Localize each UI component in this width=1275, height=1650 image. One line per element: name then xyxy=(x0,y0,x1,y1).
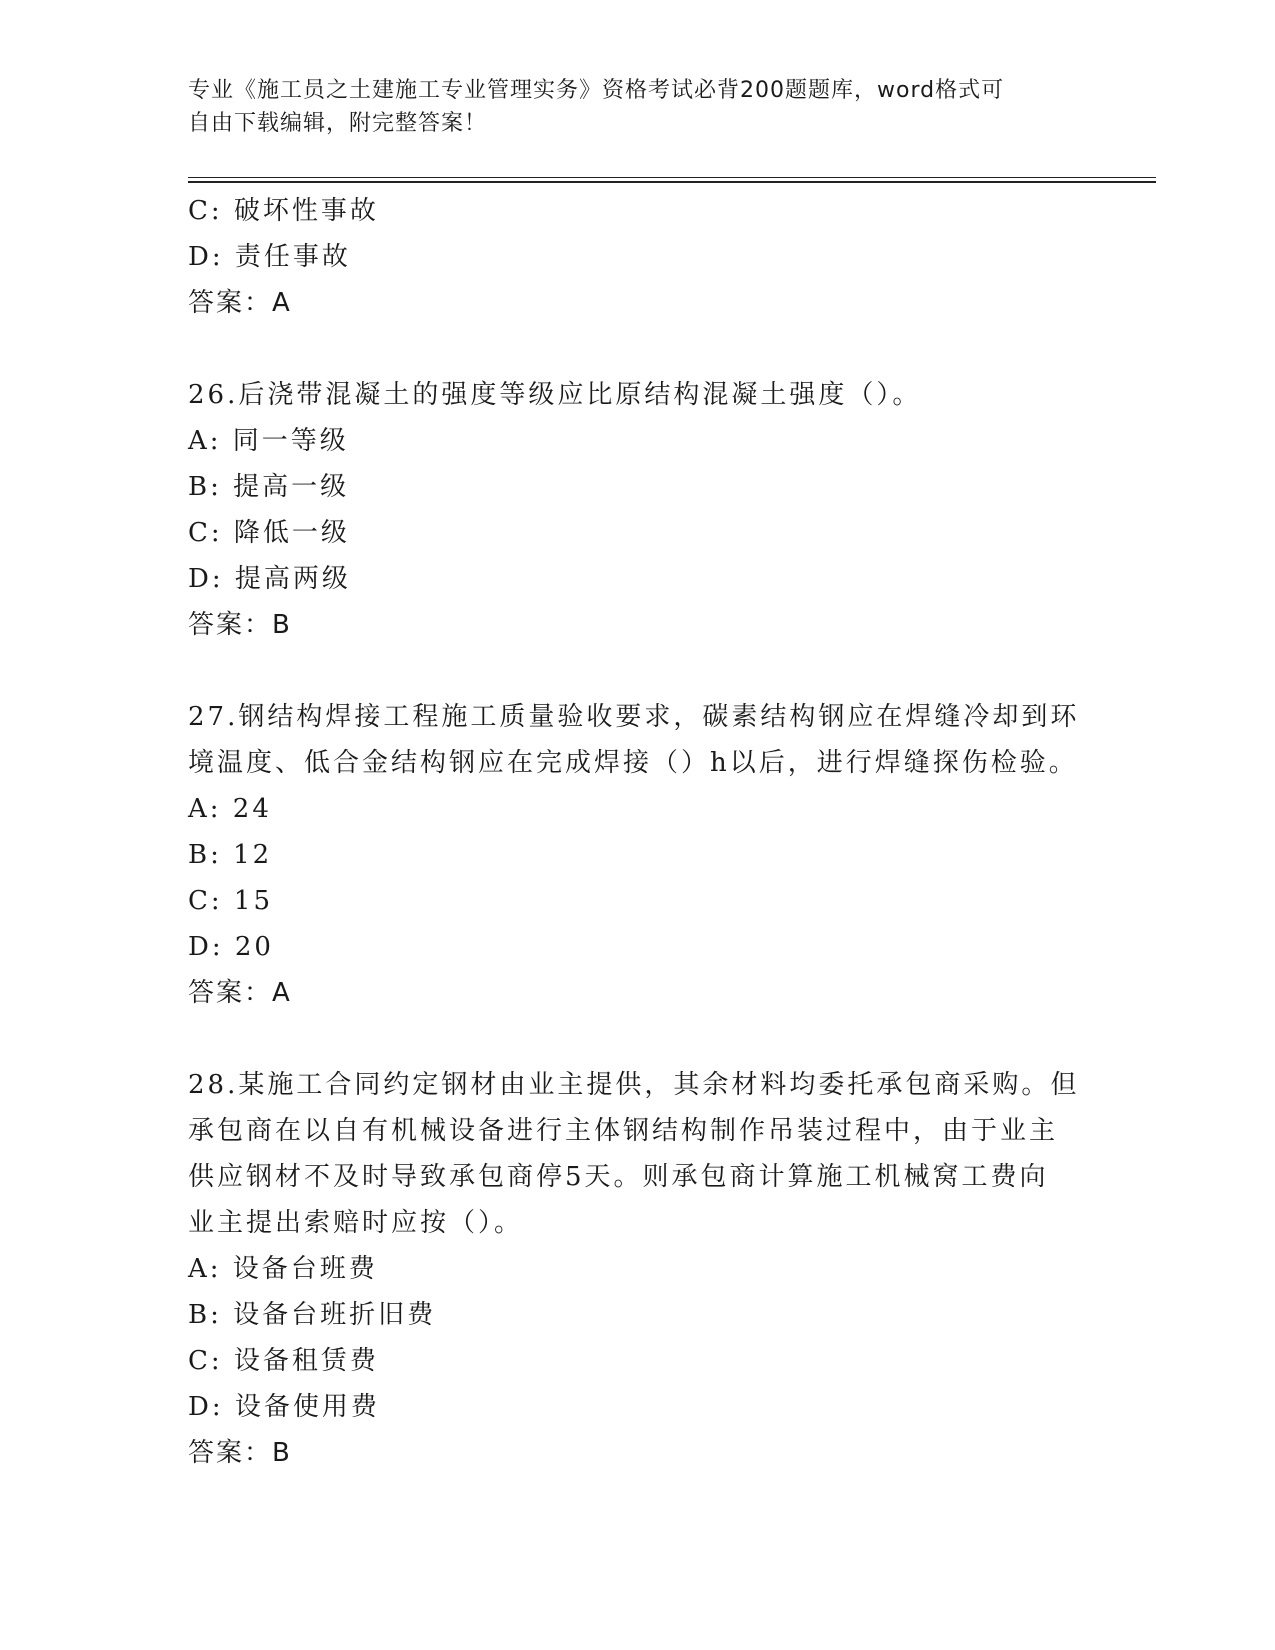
option-d: D: 20 xyxy=(188,932,274,962)
answer-line: 答案：B xyxy=(188,1438,292,1468)
question-text-line-1: 28.某施工合同约定钢材由业主提供，其余材料均委托承包商采购。但 xyxy=(188,1070,1080,1100)
answer-line: 答案：B xyxy=(188,610,292,640)
option-c: C: 设备租赁费 xyxy=(188,1346,379,1376)
question-26 xyxy=(188,372,1088,648)
header-title-line-1: 专业《施工员之土建施工专业管理实务》资格考试必背200题题库，word格式可 xyxy=(188,78,1005,103)
question-25-tail xyxy=(188,188,1088,326)
document-header xyxy=(188,74,1088,140)
option-d: D: 责任事故 xyxy=(188,242,351,272)
header-title-line-2: 自由下载编辑，附完整答案！ xyxy=(188,111,488,136)
option-c: C: 破坏性事故 xyxy=(188,196,379,226)
option-b: B: 提高一级 xyxy=(188,472,350,502)
question-text: 26.后浇带混凝土的强度等级应比原结构混凝土强度（）。 xyxy=(188,380,922,410)
question-text-line-1: 27.钢结构焊接工程施工质量验收要求，碳素结构钢应在焊缝冷却到环 xyxy=(188,702,1080,732)
option-a: A: 24 xyxy=(188,794,272,824)
header-divider-thick xyxy=(188,181,1156,183)
answer-line: 答案：A xyxy=(188,978,292,1008)
answer-line: 答案：A xyxy=(188,288,292,318)
header-divider-thin xyxy=(188,177,1156,178)
question-list xyxy=(188,188,1088,1476)
question-28 xyxy=(188,1062,1088,1476)
option-b: B: 12 xyxy=(188,840,273,870)
option-c: C: 降低一级 xyxy=(188,518,350,548)
spacer xyxy=(188,326,1088,372)
option-c: C: 15 xyxy=(188,886,274,916)
option-d: D: 设备使用费 xyxy=(188,1392,380,1422)
option-d: D: 提高两级 xyxy=(188,564,351,594)
question-text-line-2: 境温度、低合金结构钢应在完成焊接（）h以后，进行焊缝探伤检验。 xyxy=(188,748,1078,778)
question-27 xyxy=(188,694,1088,1016)
option-a: A: 设备台班费 xyxy=(188,1254,378,1284)
question-text-line-4: 业主提出索赔时应按（）。 xyxy=(188,1208,524,1238)
question-text-line-2: 承包商在以自有机械设备进行主体钢结构制作吊装过程中，由于业主 xyxy=(188,1116,1059,1146)
spacer xyxy=(188,648,1088,694)
spacer xyxy=(188,1016,1088,1062)
option-a: A: 同一等级 xyxy=(188,426,349,456)
question-text-line-3: 供应钢材不及时导致承包商停5天。则承包商计算施工机械窝工费向 xyxy=(188,1162,1049,1192)
option-b: B: 设备台班折旧费 xyxy=(188,1300,437,1330)
